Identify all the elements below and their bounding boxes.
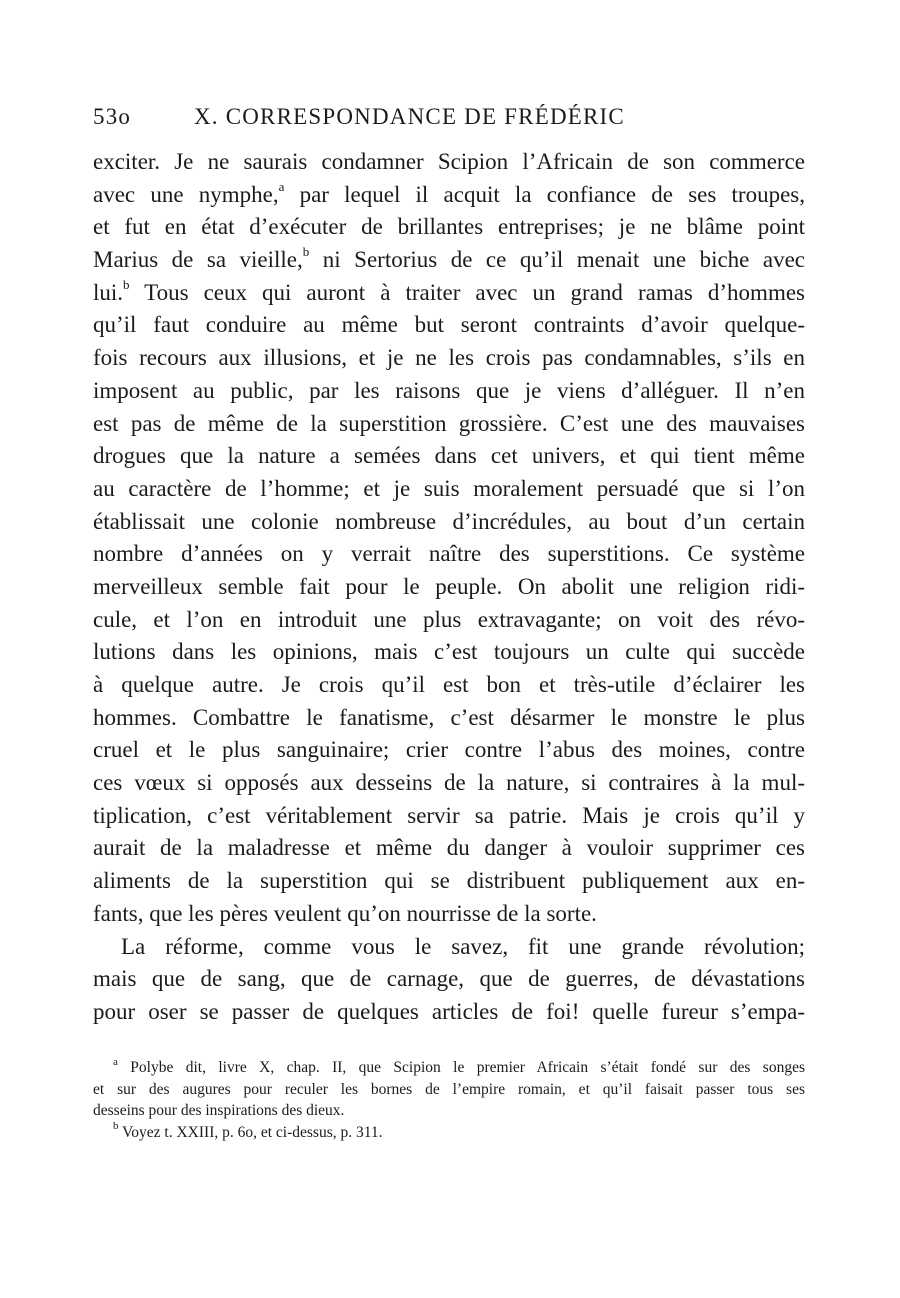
text-line: [93, 440, 805, 473]
text-line: [93, 179, 805, 212]
text-line-content: qu’il faut conduire au même but seront contraints d’avoir quelque-: [93, 312, 805, 338]
text-line: [93, 800, 805, 833]
text-line-content: lui.: [93, 279, 124, 305]
text-line-content: nombre d’années on y verrait naître des superstitions. Ce système: [93, 541, 805, 567]
text-line: [93, 669, 805, 702]
footnote-ref: a: [278, 179, 285, 195]
text-line: [93, 342, 805, 375]
text-line-content: drogues que la nature a semées dans cet univers, et qui tient même: [93, 443, 805, 469]
running-header: [93, 104, 813, 130]
text-line: [93, 309, 805, 342]
text-line: [93, 211, 805, 244]
text-line: [93, 734, 805, 767]
footnotes: [93, 1057, 805, 1143]
footnote-line: [93, 1079, 805, 1101]
text-line-content: imposent au public, par les raisons que je viens d’alléguer. Il n’en: [93, 377, 805, 403]
text-line: [93, 931, 805, 964]
footnote-ref: b: [123, 277, 130, 293]
text-line-continuation: Tous ceux qui auront à traiter avec un grand ramas d’hommes: [129, 279, 805, 305]
text-line-content: à quelque autre. Je crois qu’il est bon et très-utile d’éclairer les: [93, 672, 805, 697]
footnote-ref: b: [302, 244, 310, 260]
text-line-content: hommes. Combattre le fanatisme, c’est désarmer le monstre le plus: [93, 704, 805, 730]
text-line-content: lutions dans les opinions, mais c’est toujours un culte qui succède: [93, 639, 805, 665]
text-line: [93, 146, 805, 179]
text-line: [93, 767, 805, 800]
footnote-line: [93, 1100, 805, 1122]
footnote-text: Polybe dit, livre X, chap. II, que Scipion le premier Africain s’était fondé sur des songes: [117, 1059, 805, 1076]
text-line: [93, 506, 805, 539]
text-line-content: La réforme, comme vous le savez, fit une grande révolution;: [121, 933, 805, 959]
body-text: [93, 146, 805, 1029]
text-line: [93, 963, 805, 996]
text-line-content: aurait de la maladresse et même du danger à vouloir supprimer ces: [93, 835, 805, 861]
text-line: [93, 865, 805, 898]
text-line-continuation: ni Sertorius de ce qu’il menait une biche avec: [309, 247, 805, 273]
footnote-text: desseins pour des inspirations des dieux.: [93, 1102, 345, 1119]
text-line: [93, 702, 805, 735]
text-line: [93, 408, 805, 441]
text-line-content: merveilleux semble fait pour le peuple. On abolit une religion ridi-: [93, 573, 805, 599]
text-line-content: est pas de même de la superstition grossière. C’est une des mauvaises: [93, 410, 805, 436]
text-line-content: cruel et le plus sanguinaire; crier contre l’abus des moines, contre: [93, 737, 805, 763]
text-line-content: avec une nymphe,: [93, 181, 279, 207]
text-line-content: tiplication, c’est véritablement servir sa patrie. Mais je crois qu’il y: [93, 802, 805, 828]
footnote-text: Voyez t. XXIII, p. 6o, et ci-dessus, p. 311.: [118, 1123, 383, 1141]
page-number: 53o: [93, 104, 132, 129]
footnote-line: [93, 1122, 805, 1144]
footnote-text: et sur des augures pour reculer les bornes de l’empire romain, et qu’il faisait passer tous ses: [93, 1080, 805, 1098]
text-line-content: établissait une colonie nombreuse d’incrédules, au bout d’un certain: [93, 508, 805, 534]
text-line: [93, 538, 805, 571]
text-line: [93, 375, 805, 408]
text-line-content: fants, que les pères veulent qu’on nourrisse de la sorte.: [93, 900, 597, 926]
text-line: [93, 571, 805, 604]
text-line: [93, 996, 805, 1029]
text-line-continuation: par lequel il acquit la confiance de ses troupes,: [284, 181, 805, 207]
text-line-content: au caractère de l’homme; et je suis moralement persuadé que si l’on: [93, 475, 805, 501]
text-line-content: Marius de sa vieille,: [93, 247, 303, 273]
footnote-line: [93, 1057, 805, 1079]
text-line-content: cule, et l’on en introduit une plus extravagante; on voit des révo-: [93, 606, 805, 632]
text-line: [93, 832, 805, 865]
running-title: X. CORRESPONDANCE DE FRÉDÉRIC: [194, 104, 625, 129]
footnote-marker: b: [113, 1120, 119, 1133]
text-line: [93, 244, 805, 277]
text-line: [93, 277, 805, 310]
footnote-marker: a: [113, 1055, 118, 1068]
text-line-content: fois recours aux illusions, et je ne les crois pas condamnables, s’ils en: [93, 345, 805, 371]
text-line-content: aliments de la superstition qui se distribuent publiquement aux en-: [93, 868, 805, 894]
text-line-content: pour oser se passer de quelques articles de foi! quelle fureur s’empa-: [93, 998, 805, 1024]
text-line: [93, 636, 805, 669]
text-line-content: mais que de sang, que de carnage, que de guerres, de dévastations: [93, 966, 805, 992]
text-line: [93, 473, 805, 506]
text-line: [93, 898, 805, 931]
text-line-content: et fut en état d’exécuter de brillantes entreprises; je ne blâme point: [93, 214, 805, 240]
text-line-content: ces vœux si opposés aux desseins de la nature, si contraires à la mul-: [93, 770, 805, 796]
text-line-content: exciter. Je ne saurais condamner Scipion l’Africain de son commerce: [93, 149, 805, 174]
text-line: [93, 604, 805, 637]
